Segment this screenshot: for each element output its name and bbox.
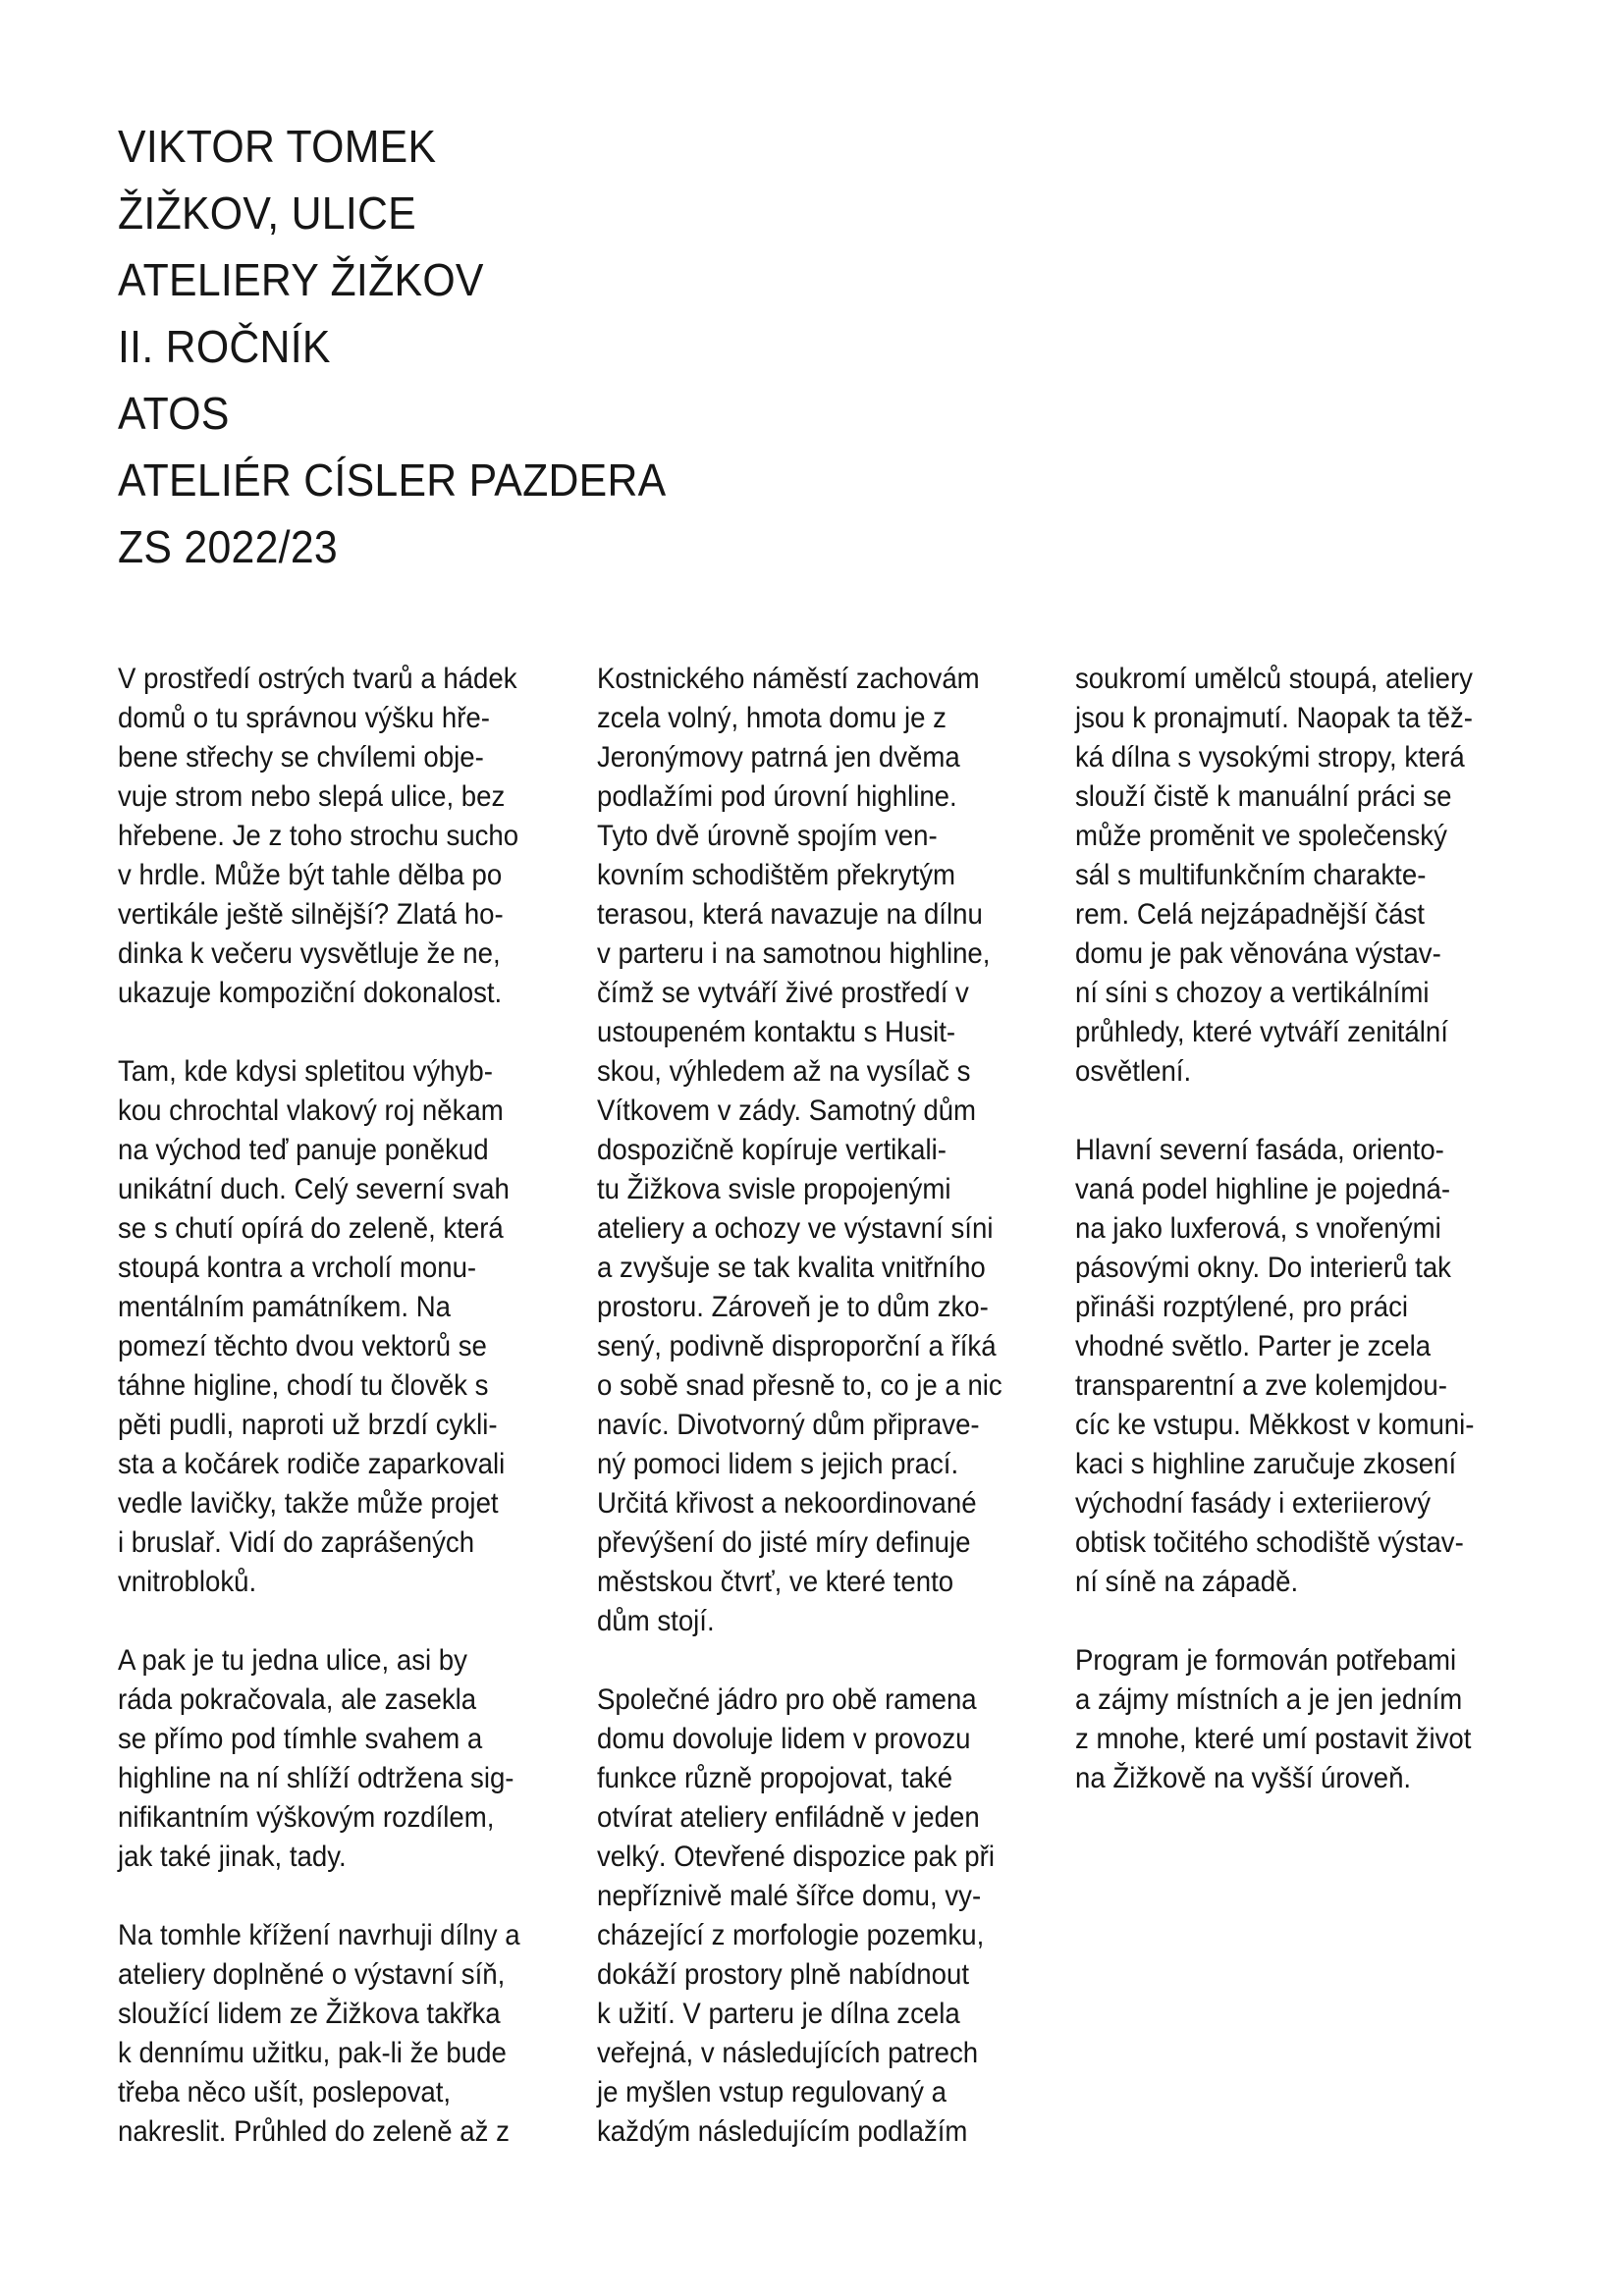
text-line: každým následujícím podlažím xyxy=(597,2115,968,2148)
text-line: a zvyšuje se tak kvalita vnitřního xyxy=(597,1252,986,1284)
text-line: vaná podel highline je pojedná- xyxy=(1075,1173,1451,1205)
text-line: nepříznivě malé šířce domu, vy- xyxy=(597,1880,982,1912)
text-line: v parteru i na samotnou highline, xyxy=(597,937,991,970)
text-line: čímž se vytváří živé prostředí v xyxy=(597,977,969,1009)
paragraph xyxy=(118,1916,569,2152)
text-line: Jeronýmovy patrná jen dvěma xyxy=(597,741,960,774)
paragraph xyxy=(1075,1131,1527,1602)
text-line: Program je formován potřebami xyxy=(1075,1644,1457,1677)
semester: ZS 2022/23 xyxy=(118,521,338,572)
text-line: soukromí umělců stoupá, ateliery xyxy=(1075,663,1473,695)
text-line: otvírat ateliery enfiládně v jeden xyxy=(597,1801,980,1834)
text-line: přináši rozptýlené, pro práci xyxy=(1075,1291,1409,1323)
studio-name: ATELIÉR CÍSLER PAZDERA xyxy=(118,454,667,506)
text-line: kou chrochtal vlakový roj někam xyxy=(118,1095,504,1127)
text-line: domu je pak věnována výstav- xyxy=(1075,937,1441,970)
text-line: slouží čistě k manuální práci se xyxy=(1075,780,1452,813)
text-line: převýšení do jisté míry definuje xyxy=(597,1526,971,1559)
text-line: i bruslař. Vidí do zaprášených xyxy=(118,1526,475,1559)
text-line: se přímo pod tímhle svahem a xyxy=(118,1723,483,1755)
institute: ATOS xyxy=(118,388,230,439)
text-line: městskou čtvrť, ve které tento xyxy=(597,1566,954,1598)
project-title: ŽIŽKOV, ULICE xyxy=(118,187,416,239)
text-line: V prostředí ostrých tvarů a hádek xyxy=(118,663,517,695)
paragraph xyxy=(1075,1641,1527,1798)
text-line: Vítkovem v zády. Samotný dům xyxy=(597,1095,977,1127)
text-column-1 xyxy=(118,660,569,2191)
text-line: stoupá kontra a vrcholí monu- xyxy=(118,1252,477,1284)
text-line: sený, podivně disproporční a říká xyxy=(597,1330,997,1362)
text-line: jak také jinak, tady. xyxy=(118,1841,347,1873)
text-line: osvětlení. xyxy=(1075,1055,1192,1088)
text-line: cíc ke vstupu. Měkkost v komuni- xyxy=(1075,1409,1475,1441)
text-line: vedle lavičky, takže může projet xyxy=(118,1487,499,1520)
text-line: sloužící lidem ze Žižkova takřka xyxy=(118,1998,501,2030)
text-line: navíc. Divotvorný dům připrave- xyxy=(597,1409,980,1441)
text-line: ateliery doplněné o výstavní síň, xyxy=(118,1958,506,1991)
text-column-2 xyxy=(597,660,1049,2191)
text-line: sál s multifunkčním charakte- xyxy=(1075,859,1427,891)
text-line: jsou k pronajmutí. Naopak ta těž- xyxy=(1075,702,1474,734)
text-line: tu Žižkova svisle propojenými xyxy=(597,1173,951,1205)
text-line: vnitrobloků. xyxy=(118,1566,257,1598)
text-line: ateliery a ochozy ve výstavní síni xyxy=(597,1212,994,1245)
text-line: a zájmy místních a je jen jedním xyxy=(1075,1683,1463,1716)
text-line: domů o tu správnou výšku hře- xyxy=(118,702,490,734)
text-line: ráda pokračovala, ale zasekla xyxy=(118,1683,477,1716)
text-line: bene střechy se chvílemi obje- xyxy=(118,741,484,774)
text-line: dospozičně kopíruje vertikali- xyxy=(597,1134,947,1166)
text-line: Určitá křivost a nekoordinované xyxy=(597,1487,977,1520)
text-line: Hlavní severní fasáda, orientо- xyxy=(1075,1134,1444,1166)
text-line: obtisk točitého schodiště výstav- xyxy=(1075,1526,1464,1559)
study-year: II. ROČNÍK xyxy=(118,321,331,372)
text-line: východní fasády i exteriierový xyxy=(1075,1487,1432,1520)
text-line: ný pomoci lidem s jejich prací. xyxy=(597,1448,959,1480)
text-line: k užití. V parteru je dílna zcela xyxy=(597,1998,960,2030)
text-line: na východ teď panuje poněkud xyxy=(118,1134,489,1166)
text-line: na jako luxferová, s vnořenými xyxy=(1075,1212,1441,1245)
text-line: dokáží prostory plně nabídnout xyxy=(597,1958,969,1991)
text-line: Společné jádro pro obě ramena xyxy=(597,1683,977,1716)
text-line: skou, výhledem až na vysílač s xyxy=(597,1055,971,1088)
paragraph xyxy=(1075,660,1527,1092)
text-line: Kostnického náměstí zachovám xyxy=(597,663,980,695)
text-line: třeba něco ušít, poslepovat, xyxy=(118,2076,452,2109)
text-line: pěti pudli, naproti už brzdí cykli- xyxy=(118,1409,498,1441)
text-line: mentálním památníkem. Na xyxy=(118,1291,452,1323)
text-line: podlažími pod úrovní highline. xyxy=(597,780,957,813)
text-line: kaci s highline zaručuje zkosení xyxy=(1075,1448,1457,1480)
text-line: funkce různě propojovat, také xyxy=(597,1762,953,1794)
paragraph xyxy=(118,1052,569,1602)
author-name: VIKTOR TOMEK xyxy=(118,121,437,172)
text-line: unikátní duch. Celý severní svah xyxy=(118,1173,510,1205)
text-line: ká dílna s vysokými stropy, která xyxy=(1075,741,1465,774)
text-line: dinka k večeru vysvětluje že ne, xyxy=(118,937,501,970)
text-line: vuje strom nebo slepá ulice, bez xyxy=(118,780,506,813)
text-line: sta a kočárek rodiče zaparkovali xyxy=(118,1448,506,1480)
text-line: A pak je tu jedna ulice, asi by xyxy=(118,1644,467,1677)
text-line: na Žižkově na vyšší úroveň. xyxy=(1075,1762,1412,1794)
text-line: cházející z morfologie pozemku, xyxy=(597,1919,985,1951)
text-line: k dennímu užitku, pak-li že bude xyxy=(118,2037,507,2069)
paragraph xyxy=(597,660,1049,1641)
text-line: pásovými okny. Do interierů tak xyxy=(1075,1252,1451,1284)
text-line: průhledy, které vytváří zenitální xyxy=(1075,1016,1448,1048)
text-line: z mnohe, které umí postavit život xyxy=(1075,1723,1472,1755)
text-line: vertikále ještě silnější? Zlatá ho- xyxy=(118,898,504,931)
text-line: nifikantním výškovým rozdílem, xyxy=(118,1801,495,1834)
text-line: Na tomhle křížení navrhuji dílny a xyxy=(118,1919,520,1951)
text-line: v hrdle. Může být tahle dělba po xyxy=(118,859,503,891)
text-line: vhodné světlo. Parter je zcela xyxy=(1075,1330,1432,1362)
project-subtitle: ATELIERY ŽIŽKOV xyxy=(118,254,484,305)
text-line: ní síně na západě. xyxy=(1075,1566,1299,1598)
text-column-3 xyxy=(1075,660,1527,1838)
text-line: nakreslit. Průhled do zeleně až z xyxy=(118,2115,510,2148)
paragraph xyxy=(118,660,569,1013)
title-block xyxy=(118,113,1001,580)
text-line: táhne higline, chodí tu člověk s xyxy=(118,1369,489,1402)
text-line: domu dovoluje lidem v provozu xyxy=(597,1723,971,1755)
paragraph xyxy=(118,1641,569,1877)
text-line: dům stojí. xyxy=(597,1605,715,1637)
text-line: Tyto dvě úrovně spojím ven- xyxy=(597,820,938,852)
text-line: prostoru. Zároveň je to dům zko- xyxy=(597,1291,989,1323)
text-line: ní síni s chozoy a vertikálními xyxy=(1075,977,1430,1009)
text-line: velký. Otevřené dispozice pak při xyxy=(597,1841,995,1873)
text-line: hřebene. Je z toho strochu sucho xyxy=(118,820,519,852)
text-line: terasou, která navazuje na dílnu xyxy=(597,898,983,931)
text-line: Tam, kde kdysi spletitou výhyb- xyxy=(118,1055,493,1088)
text-line: rem. Celá nejzápadnější část xyxy=(1075,898,1425,931)
text-line: ustoupeném kontaktu s Husit- xyxy=(597,1016,956,1048)
paragraph xyxy=(597,1681,1049,2152)
text-line: se s chutí opírá do zeleně, která xyxy=(118,1212,504,1245)
text-line: je myšlen vstup regulovaný a xyxy=(597,2076,947,2109)
text-line: veřejná, v následujících patrech xyxy=(597,2037,979,2069)
text-line: ukazuje kompoziční dokonalost. xyxy=(118,977,503,1009)
text-line: pomezí těchto dvou vektorů se xyxy=(118,1330,487,1362)
text-line: highline na ní shlíží odtržena sig- xyxy=(118,1762,514,1794)
text-line: zcela volný, hmota domu je z xyxy=(597,702,947,734)
text-line: kovním schodištěm překrytým xyxy=(597,859,956,891)
text-line: může proměnit ve společenský xyxy=(1075,820,1447,852)
text-line: o sobě snad přesně to, co je a nic xyxy=(597,1369,1002,1402)
text-line: transparentní a zve kolemjdou- xyxy=(1075,1369,1447,1402)
